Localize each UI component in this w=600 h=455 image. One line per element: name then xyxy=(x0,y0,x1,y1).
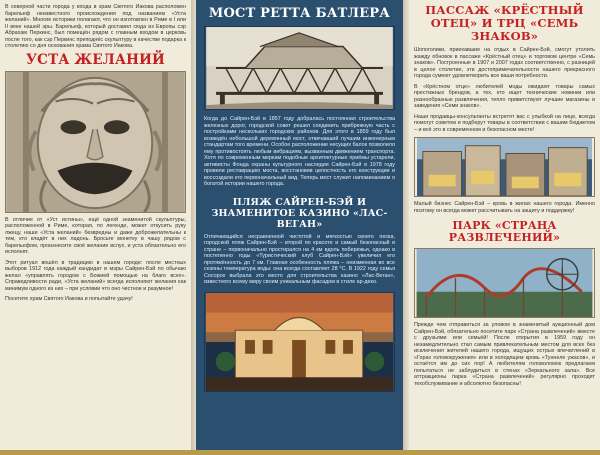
park-heading: ПАРК «СТРАНА РАЗВЛЕЧЕНИЙ» xyxy=(448,219,561,244)
left-body-1: В отличие от «Уст истины», ещё одной знаменитой скульптуры, расположенной в Риме, которая, по легенде, может откусить руку лжецу, наши «Уста желаний» безвредны и даже доброжелательны к тем, кто кладёт в них ладонь. Бросьте монетку в чашу рядом с барельефом, произнесите своё желание вслух, и уста обязательно его исполнят. xyxy=(5,216,186,255)
bottom-border xyxy=(0,450,600,455)
beach-heading: ПЛЯЖ САЙРЕН-БЭЙ И ЗНАМЕНИТОЕ КАЗИНО «ЛАС-ВЕГАН» xyxy=(211,196,388,230)
casino-image xyxy=(204,292,395,392)
passage-heading: ПАССАЖ «КРЁСТНЫЙ ОТЕЦ» И ТРЦ «СЕМЬ ЗНАКОВ» xyxy=(425,3,584,43)
passage-body-1: Шопоголики, приехавшие на отдых в Сайрен-Бэй, смогут утолить жажду обновок в пассаже «Крёстный отец» и торговом центре «Семь знаков». Построенные в 1907 и 2007 годах соответственно, с разницей в целое столетие, эти достопримечательности нашего прекрасного города сумеют удовлетворить все ваши потребности. xyxy=(414,47,595,79)
stone-face-image xyxy=(5,71,186,213)
passage-body-4: Малый бизнес Сайрен-Бэй – кровь в жилах нашего города. Именно поэтому он всегда может рассчитывать на защиту и поддержку! xyxy=(414,201,595,214)
bridge-heading: МОСТ РЕТТА БАТЛЕРА xyxy=(208,6,391,21)
left-intro-text: В северной части города у входа в храм Святого Иакова расположен барельеф неизвестного происхождения под названием «Уста желаний». Многие историки полагают, что он изготовлен в Риме в I или II веке нашей эры. Барельеф, который доставил сюда из Европы сэр Абрахам Перкинс, был помещён рядом с главным входом в церковь после того, как сэр Перкинс преподнёс скульптуру в качестве подарка к столетию со дня основания храма Святого Иакова. xyxy=(5,4,186,49)
left-heading: УСТА ЖЕЛАНИЙ xyxy=(25,51,166,68)
right-panel xyxy=(409,0,600,455)
left-body-2: Этот ритуал вошёл в традицию в нашем городе: после местных выборов 1912 года каждый кандидат в мэры Сайрен-Бэй по обычаю желал «управлять городом с Божией помощью на благо всех». Справедливости ради, «Уста желаний» всегда исполняют желания как минимум одного из них – при условии что оно честное и разумное! xyxy=(5,259,186,292)
passage-body-3: Наши продавцы-консультанты встретят вас с улыбкой на лице, всегда помогут советом и подберут товары в соответствии с вашим бюджетом – и всё это в современном и безопасном месте! xyxy=(414,113,595,133)
beach-text: Отличающийся несравненной чистотой и мягкостью своего песка, городской пляж Сайрен-Бэй – второй по красоте и самый безопасный в стране – первоначально простирался на 4 км вдоль побережья, однако в постепенно годы «Туристический клуб Сайрен-Бэй» увеличил его протяжённость до 7 км. Главная особенность пляжа – неизменная во все сезоны температура воды: она всегда составляет 28 °С. В 1922 году семья Сосорсе выбрала это место для строительства казино «Лас-Веган», известного всему миру своим уникальным фасадом в стиле ар-деко. xyxy=(204,233,395,285)
park-text: Прежде чем отправиться за уловом в знаменитый аукционный дом Сайрен-Бэй, обязательно посетите парк «Страна развлечений» вместе с друзьями или семьёй! После открытия в 1959 году он незамедлительно стал самым привлекательным местом для всех без исключения жителей нашего города, ищущих острых впечатлений в «Горах головокружения» или в холодящем кровь «Туннеле ужасов», и остаётся им до сих пор! А любителям головоломок предлагаем попытаться не заблудиться в стенах «Зеркального зала». Все аттракционы парка «Страна развлечений» регулярно проходят техобслуживание и абсолютно безопасны! xyxy=(414,322,595,387)
left-body-3: Посетите храм Святого Иакова и попытайте удачу! xyxy=(5,296,133,302)
left-panel xyxy=(0,0,191,455)
bridge-image xyxy=(204,26,395,110)
passage-body-2: В «Крёстном отце» любителей моды ожидают товары самых престижных брендов, а тех, кто ищет технические новинки или разнообразные развлечения, тепло приветствуют лучшие магазины и заведения «Семи знаков». xyxy=(414,83,595,109)
middle-panel xyxy=(196,0,403,455)
bridge-text: Когда до Сайрен-Бэй в 1857 году добралась постоянная строительства железных дорог, городской совет решил соединить прибрежную часть с постройками нескольких городских районов. Для этого в 1859 году был возведён небольшой деревянный мост, отвечавший лучшим инженерным стандартам того времени. Особое расположение несущих балок позволило ему противостоять любым вибрациям, вызванным движением транспорта. Хотя по современным меркам подобные архитектурные приёмы устарели, активисты Фонда охраны культурного наследия Сайрен-Бэй в 1978 году провели реставрацию моста, восстановив целостность его конструкции и воссоздали его первоначальный вид. Теперь мост служит напоминанием о богатой истории нашего города. xyxy=(204,116,395,187)
shopping-street-image xyxy=(414,137,595,197)
amusement-park-image xyxy=(414,248,595,318)
